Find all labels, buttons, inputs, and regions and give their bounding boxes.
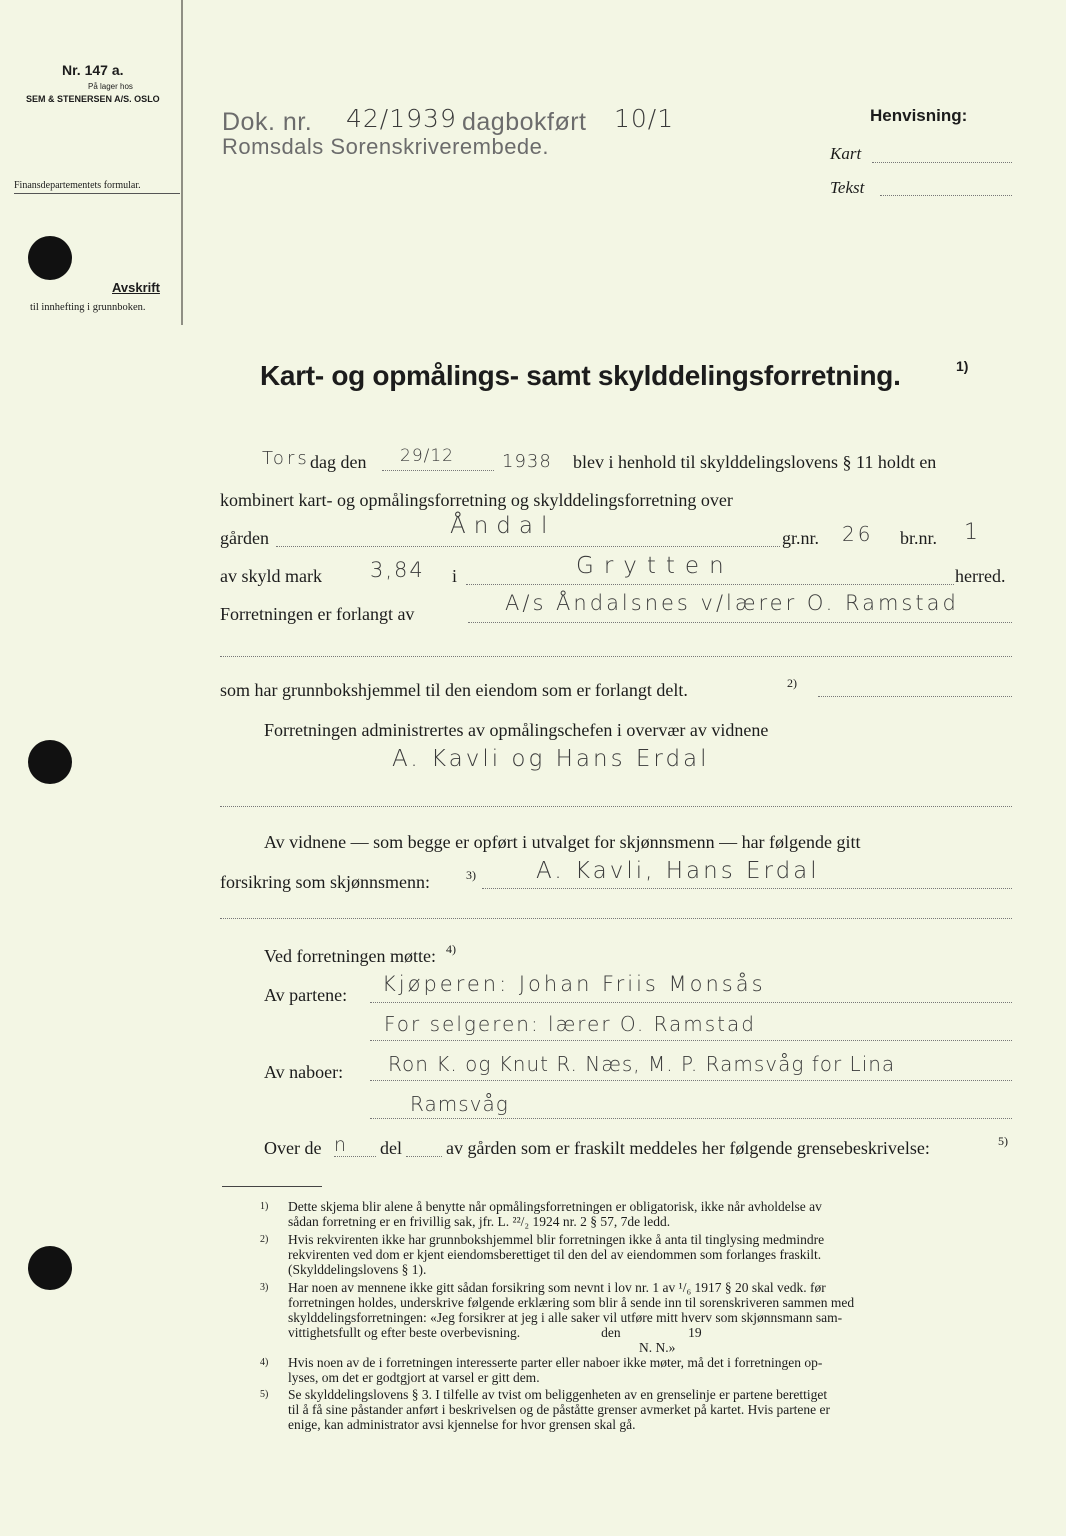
skyld-value: 3,84 [370,558,425,582]
admin-text: Forretningen administrertes av opmålingschefen i overvær av vidnene [264,720,769,740]
footnote-2-line2: rekvirenten ved dom er kjent eiendomsberettiget til den del av eiendommen som forlanges fraskilt. [288,1247,822,1262]
dag-den-label: dag den [310,452,367,472]
tekst-label: Tekst [830,178,865,197]
requested-by-value: A/s Åndalsnes v/lærer O. Ramstad [505,591,959,615]
parties-label: Av partene: [264,985,348,1005]
footnote-4-number: 4) [260,1357,269,1368]
grnr-value: 26 [842,522,874,546]
office-stamp: Romsdals Sorenskriverembede. [222,134,550,159]
footnote-5-line1: Se skylddelingslovens § 3. I tilfelle av tvist om beliggenheten av en grenselinje er partene berettiget [288,1387,828,1402]
document-title: Kart- og opmålings- samt skylddelingsforretning. [260,360,901,391]
parties-line2-value: For selgeren: lærer O. Ramstad [384,1012,756,1036]
over-label: Over de [264,1138,322,1158]
dok-number: 42/1939 [346,104,457,133]
attended-note: 4) [446,942,456,956]
kart-label: Kart [830,144,862,163]
title-holder-line [818,696,1012,697]
farm-line [276,546,780,547]
neighbors-line2-value: Ramsvåg [410,1092,509,1116]
assurance-note: 3) [466,868,476,882]
punch-hole [28,740,72,784]
line1-text: blev i henhold til skylddelingslovens § 11 holdt en [573,452,937,472]
boundary-text: av gården som er fraskilt meddeles her følgende grensebeskrivelse: [446,1138,930,1158]
attended-label: Ved forretningen møtte: [264,946,436,966]
dok-label: Dok. nr. [222,108,313,136]
footnote-5-number: 5) [260,1389,269,1400]
parties-line1 [370,1002,1012,1003]
neighbors-label: Av naboer: [264,1062,344,1082]
line2-text: kombinert kart- og opmålingsforretning og skylddelingsforretning over [220,490,733,510]
reference-heading: Henvisning: [870,106,968,125]
footnote-2-number: 2) [260,1234,269,1245]
over-fill-value: n [334,1134,350,1156]
brnr-label: br.nr. [900,528,938,548]
blank-line [220,656,1012,657]
dagbokfort-date: 10/1 [614,104,675,133]
footnote-3-line4: vittighetsfullt og efter beste overbevisning. den 19 [288,1325,702,1340]
form-origin: Finansdepartementets formular. [14,180,141,191]
footnote-2-line3: (Skylddelingslovens § 1). [288,1262,427,1277]
municipality-line [466,584,954,585]
dagbokfort-label: dagbokført [462,108,587,136]
footnote-3-line2: forretningen holdes, underskrive følgende erklæring som blir å sende inn til sorenskriveren sammen med [288,1295,855,1310]
form-number: Nr. 147 a. [62,62,124,78]
year-value: 1938 [502,451,552,472]
publisher-line1: På lager hos [88,82,133,91]
parties-line2 [370,1040,1012,1041]
parties-line1-value: Kjøperen: Johan Friis Monsås [382,972,766,996]
footnote-rule [222,1186,322,1187]
skyld-label: av skyld mark [220,566,322,586]
footnote-3-number: 3) [260,1282,269,1293]
brnr-value: 1 [964,520,981,545]
kart-line [872,162,1012,163]
requested-by-line [468,622,1012,623]
footnote-3-line5: N. N.» [288,1340,676,1355]
punch-hole [28,236,72,280]
grnr-label: gr.nr. [782,528,820,548]
footnote-2-line1: Hvis rekvirenten ikke har grunnbokshjemmel blir forretningen ikke å anta til tinglysing medmindre [288,1232,825,1247]
footnote-1-line1: Dette skjema blir alene å benytte når opmålingsforretningen er obligatorisk, ikke når avholdelse av [288,1199,822,1214]
del-label: del [380,1138,402,1158]
neighbors-line1 [370,1080,1012,1081]
garden-label: gården [220,528,269,548]
weekday-value: Tors [262,448,310,469]
form-origin-rule [14,193,180,194]
requested-by-label: Forretningen er forlangt av [220,604,415,624]
title-note: 1) [956,358,969,374]
municipality-value: Grytten [576,553,734,579]
punch-hole [28,1246,72,1290]
neighbors-line2 [370,1118,1012,1119]
copy-label: Avskrift [112,280,160,295]
tekst-line [880,195,1012,196]
footnote-4-line1: Hvis noen av de i forretningen interesserte parter eller naboer ikke møter, må det i forretningen op- [288,1355,823,1370]
footnote-5-line2: til å få sine påstander anført i beskrivelsen og de påståtte grenser avmerket på kartet. Hvis partene er [288,1402,831,1417]
over-line [334,1156,376,1157]
title-holder-text: som har grunnbokshjemmel til den eiendom som er forlangt delt. [220,680,688,700]
footnote-3-line3: skylddelingsforretningen: «Jeg forsikrer at jeg i alle saker vil utføre mitt hverv som skjønnsmann sam- [288,1310,843,1325]
neighbors-line1-value: Ron K. og Knut R. Næs, M. P. Ramsvåg for Lina [388,1052,896,1076]
footnote-3-line1: Har noen av mennene ikke gitt sådan forsikring som nevnt i lov nr. 1 av ¹/₆ 1917 § 20 skal vedk. før [288,1280,826,1295]
footnote-1-line2: sådan forretning er en frivillig sak, jfr. L. ²²/₂ 1924 nr. 2 § 57, 7de ledd. [288,1214,671,1229]
witness-statement: Av vidnene — som begge er opført i utvalget for skjønnsmenn — har følgende gitt [264,832,861,852]
date-value: 29/12 [400,446,454,466]
footnote-5-line3: enige, kan administrator avsi kjennelse for hvor grensen skal gå. [288,1417,636,1432]
footnote-4-line2: lyses, om det er godtgjort at varsel er gitt dem. [288,1370,540,1385]
assurance-line [482,888,1012,889]
margin-rule [181,0,183,325]
footnote-1-number: 1) [260,1201,269,1212]
date-line [382,470,494,471]
herred-label: herred. [955,566,1006,586]
del-line [406,1156,442,1157]
copy-note: til innhefting i grunnboken. [30,302,146,313]
farm-name-value: Åndal [450,513,556,539]
assurance-label: forsikring som skjønnsmenn: [220,872,430,892]
witness-blank-line [220,806,1012,807]
assurance-blank-line [220,918,1012,919]
title-holder-note: 2) [787,676,797,690]
i-label: i [452,566,458,586]
assurance-names-value: A. Kavli, Hans Erdal [536,858,820,884]
boundary-note: 5) [998,1134,1008,1148]
witnesses-value: A. Kavli og Hans Erdal [392,746,710,772]
publisher-line2: SEM & STENERSEN A/S. OSLO [26,94,160,104]
